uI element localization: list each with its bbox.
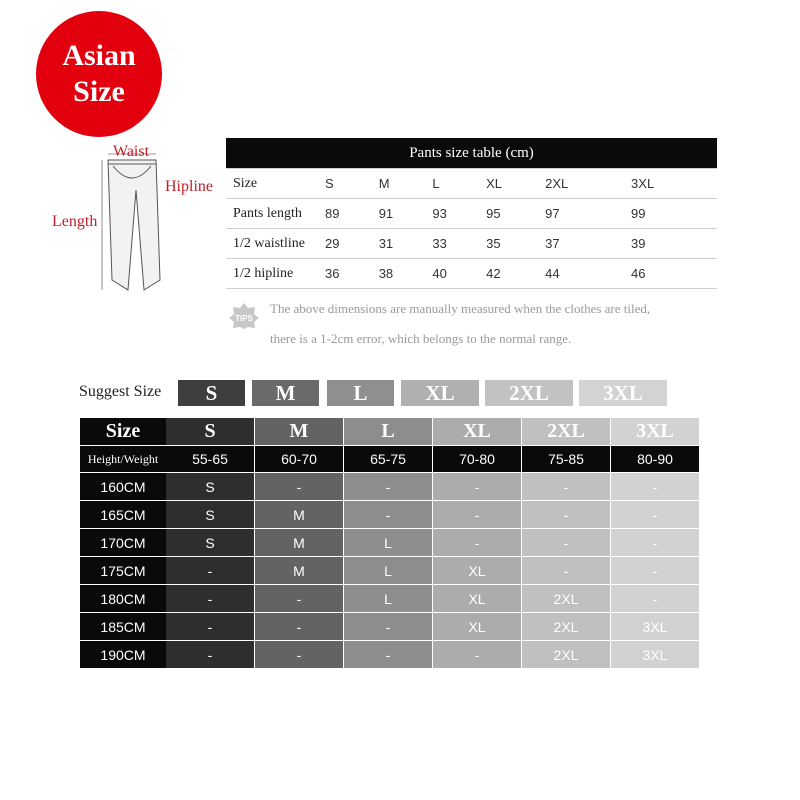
pants-table-size-header: S [325,169,379,199]
pants-table-row [226,259,717,289]
pants-table-cell: 99 [631,199,717,229]
pants-table-cell: 91 [379,199,433,229]
grid-height-label: 180CM [80,585,166,612]
grid-range-cell: 60-70 [255,446,343,472]
pants-table-size-header: L [432,169,486,199]
grid-cell: - [611,585,699,612]
pants-table-cell: 97 [545,199,631,229]
grid-cell: - [522,557,610,584]
pants-diagram [50,140,225,300]
pants-table-row [226,199,717,229]
pants-table-size-header: 3XL [631,169,717,199]
grid-cell: - [611,501,699,528]
pants-table-row-label: 1/2 hipline [226,259,325,289]
pants-table-size-header: M [379,169,433,199]
grid-cell: - [255,473,343,500]
grid-cell: 2XL [522,585,610,612]
pants-table-size-header: XL [486,169,545,199]
pants-table-cell: 33 [432,229,486,259]
grid-cell: S [166,501,254,528]
grid-cell: 3XL [611,641,699,668]
pants-table-cell: 38 [379,259,433,289]
grid-cell: - [611,473,699,500]
pants-table-row [226,229,717,259]
pants-table-cell: 39 [631,229,717,259]
grid-cell: - [166,613,254,640]
legend-swatch-m: M [252,380,319,406]
grid-cell: - [433,641,521,668]
grid-range-cell: 80-90 [611,446,699,472]
legend-swatch-3xl: 3XL [579,380,667,406]
grid-range-cell: 70-80 [433,446,521,472]
legend-swatch-xl: XL [401,380,479,406]
grid-height-label: 175CM [80,557,166,584]
legend-swatch-2xl: 2XL [485,380,573,406]
suggest-size-label: Suggest Size [79,383,162,400]
grid-cell: - [255,613,343,640]
grid-column-header: S [166,418,254,445]
tips-line-1: The above dimensions are manually measured when the clothes are tiled, [270,301,651,316]
grid-cell: M [255,557,343,584]
hipline-label: Hipline [165,178,213,195]
tips-icon-text: TIPS [235,314,253,323]
pants-table-title: Pants size table (cm) [226,138,717,169]
grid-height-label: 185CM [80,613,166,640]
grid-cell: XL [433,585,521,612]
grid-column-header: L [344,418,432,445]
legend-swatch-s: S [178,380,245,406]
pants-table-cell: 35 [486,229,545,259]
pants-table-row-label: 1/2 waistline [226,229,325,259]
pants-table-cell: 95 [486,199,545,229]
badge-line-1: Asian [62,39,136,72]
legend-swatch-l: L [327,380,394,406]
grid-height-label: 190CM [80,641,166,668]
tips-icon [228,302,260,330]
grid-cell: 2XL [522,613,610,640]
pants-table-cell: 46 [631,259,717,289]
grid-cell: 3XL [611,613,699,640]
grid-cell: - [344,473,432,500]
grid-range-cell: 75-85 [522,446,610,472]
length-label: Length [52,213,98,230]
pants-outline [108,160,160,290]
pants-table-cell: 44 [545,259,631,289]
pants-table-cell: 36 [325,259,379,289]
grid-cell: L [344,529,432,556]
pants-table-cell: 89 [325,199,379,229]
grid-cell: XL [433,613,521,640]
pants-table-row-label: Pants length [226,199,325,229]
grid-cell: - [522,501,610,528]
grid-cell: - [166,585,254,612]
grid-cell: - [522,529,610,556]
grid-column-header: 2XL [522,418,610,445]
grid-column-header: XL [433,418,521,445]
grid-cell: S [166,473,254,500]
grid-cell: - [255,641,343,668]
pants-size-table [226,138,717,289]
grid-cell: XL [433,557,521,584]
pants-table-cell: 93 [432,199,486,229]
waist-label: Waist [113,143,150,160]
grid-cell: - [344,613,432,640]
asian-size-badge [36,11,162,137]
grid-cell: - [433,473,521,500]
grid-cell: - [611,529,699,556]
pants-table-cell: 37 [545,229,631,259]
tips-line-2: there is a 1-2cm error, which belongs to the normal range. [270,331,572,346]
grid-cell: L [344,585,432,612]
grid-column-header: 3XL [611,418,699,445]
grid-height-label: 165CM [80,501,166,528]
grid-cell: S [166,529,254,556]
pants-table-cell: 31 [379,229,433,259]
grid-cell: - [344,501,432,528]
pants-table-size-header: 2XL [545,169,631,199]
pants-table-cell: 40 [432,259,486,289]
grid-cell: - [344,641,432,668]
grid-cell: - [255,585,343,612]
grid-cell: - [166,641,254,668]
grid-range-cell: 55-65 [166,446,254,472]
grid-cell: M [255,529,343,556]
grid-cell: L [344,557,432,584]
grid-cell: M [255,501,343,528]
grid-range-cell: 65-75 [344,446,432,472]
grid-cell: - [522,473,610,500]
grid-cell: - [611,557,699,584]
grid-cell: 2XL [522,641,610,668]
grid-height-weight-label: Height/Weight [80,446,166,472]
grid-height-label: 160CM [80,473,166,500]
grid-cell: - [433,501,521,528]
pants-table-size-row [226,169,717,199]
pants-table-cell: 42 [486,259,545,289]
pants-table-size-label: Size [226,169,325,199]
grid-cell: - [433,529,521,556]
grid-height-label: 170CM [80,529,166,556]
grid-cell: - [166,557,254,584]
grid-column-header: M [255,418,343,445]
badge-line-2: Size [73,75,125,108]
pants-table-cell: 29 [325,229,379,259]
grid-size-header: Size [80,418,166,445]
